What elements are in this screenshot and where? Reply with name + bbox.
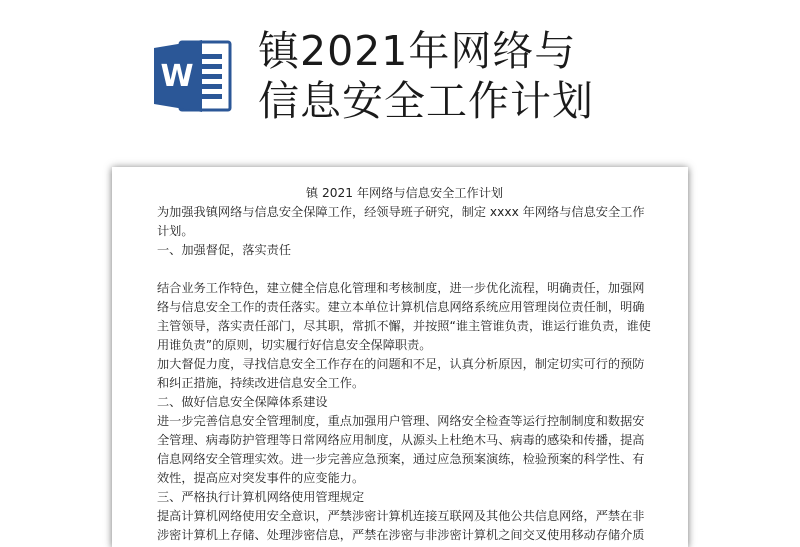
section-heading-1: 一、加强督促，落实责任 <box>157 243 292 257</box>
word-document-icon <box>150 34 234 118</box>
header <box>0 0 800 160</box>
page-title <box>258 26 594 126</box>
blank-line <box>157 260 652 279</box>
document-body <box>157 184 652 545</box>
title-line-1: 镇2021年网络与 <box>258 27 577 75</box>
paragraph-network-rules: 提高计算机网络使用安全意识，严禁涉密计算机连接互联网及其他公共信息网络，严禁在非涉密计算机上存储、处理涉密信息，严禁在涉密与非涉密计算机之间交叉使用移动存储介质 <box>157 509 645 542</box>
title-line-2: 信息安全工作计划 <box>258 77 594 125</box>
svg-text:W: W <box>160 59 194 94</box>
document-title: 镇 2021 年网络与信息安全工作计划 <box>305 186 504 200</box>
paragraph-intro: 为加强我镇网络与信息安全保障工作，经领导班子研究，制定 xxxx 年网络与信息安全工作计划。 <box>157 205 645 238</box>
document-page <box>112 167 688 547</box>
paragraph-system: 进一步完善信息安全管理制度，重点加强用户管理、网络安全检查等运行控制制度和数据安全管理、病毒防护管理等日常网络应用制度，从源头上杜绝木马、病毒的感染和传播，提高信息网络安全管理实效。进一步完善应急预案，通过应急预案演练，检验预案的科学性、有效性，提高应对突发事件的应变能力。 <box>157 414 645 485</box>
section-heading-3: 三、严格执行计算机网络使用管理规定 <box>157 490 365 504</box>
paragraph-supervision: 加大督促力度，寻找信息安全工作存在的问题和不足，认真分析原因，制定切实可行的预防和纠正措施，持续改进信息安全工作。 <box>157 357 645 390</box>
section-heading-2: 二、做好信息安全保障体系建设 <box>157 395 328 409</box>
paragraph-responsibility: 结合业务工作特色，建立健全信息化管理和考核制度，进一步优化流程，明确责任，加强网络与信息安全工作的责任落实。建立本单位计算机信息网络系统应用管理岗位责任制，明确主管领导，落实责任部门，尽其职，常抓不懈，并按照“谁主管谁负责，谁运行谁负责，谁使用谁负责”的原则，切实履行好信息安全保障职责。 <box>157 281 651 352</box>
